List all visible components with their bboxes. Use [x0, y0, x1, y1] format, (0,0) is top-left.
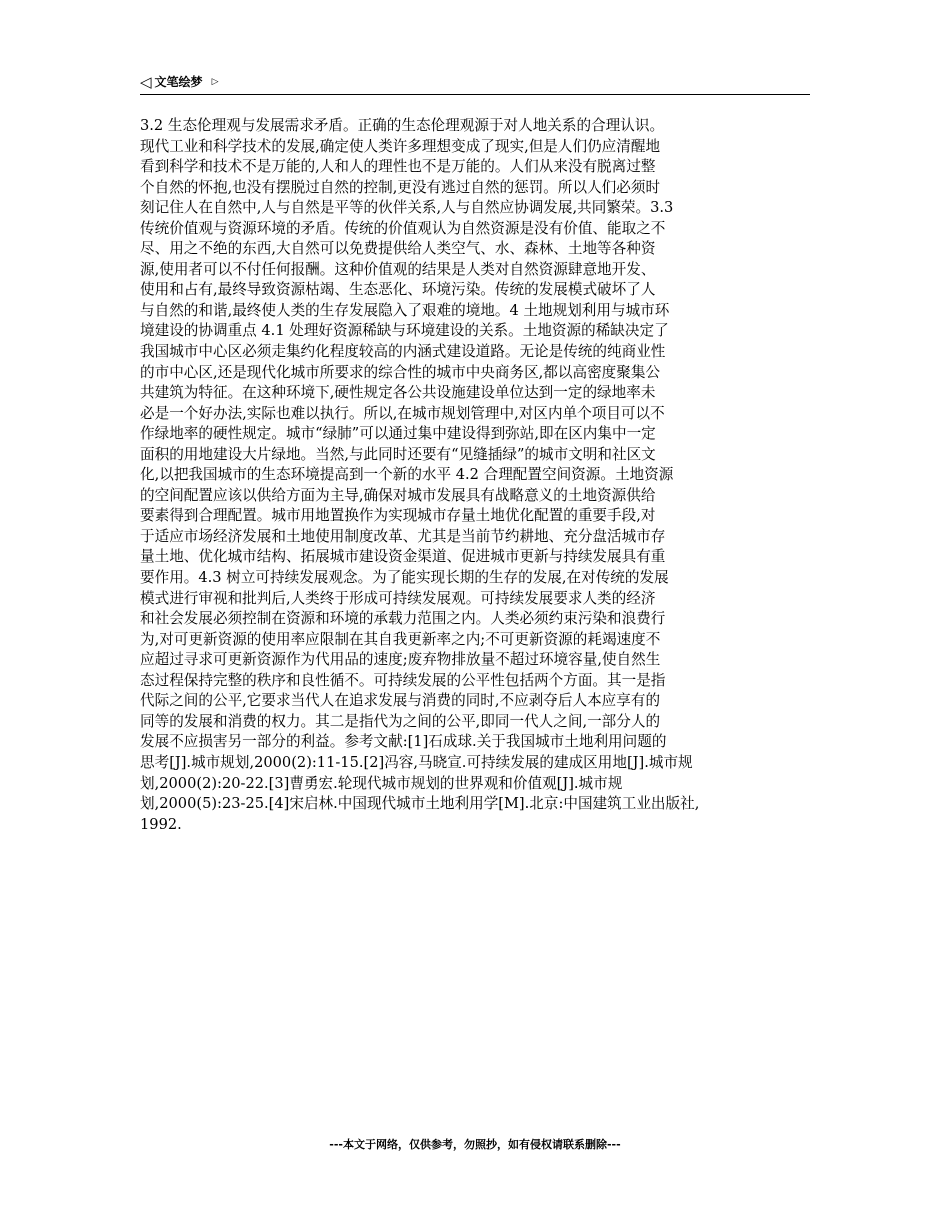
article-line: 态过程保持完整的秩序和良性循不。可持续发展的公平性包括两个方面。其一是指 [140, 671, 666, 689]
article-line: 要素得到合理配置。城市用地置换作为实现城市存量土地优化配置的重要手段,对 [140, 507, 656, 525]
article-line: 现代工业和科学技术的发展,确定使人类许多理想变成了现实,但是人们仍应清醒地 [140, 137, 661, 155]
article-line: 应超过寻求可更新资源作为代用品的速度;废弃物排放量不超过环境容量,使自然生 [140, 651, 661, 669]
article-line: 必是一个好办法,实际也难以执行。所以,在城市规划管理中,对区内单个项目可以不 [140, 404, 665, 422]
article-line: 传统价值观与资源环境的矛盾。传统的价值观认为自然资源是没有价值、能取之不 [140, 219, 666, 237]
article-line: 刻记住人在自然中,人与自然是平等的伙伴关系,人与自然应协调发展,共同繁荣。3.3 [140, 199, 674, 217]
article-line: 我国城市中心区必须走集约化程度较高的内涵式建设道路。无论是传统的纯商业性 [140, 343, 666, 361]
article-line: 作绿地率的硬性规定。城市“绿肺”可以通过集中建设得到弥站,即在区内集中一定 [140, 425, 656, 443]
article-line: 的空间配置应该以供给方面为主导,确保对城市发展具有战略意义的土地资源供给 [140, 486, 656, 504]
article-line: 代际之间的公平,它要求当代人在追求发展与消费的同时,不应剥夺后人本应享有的 [140, 692, 661, 710]
article-line: 于适应市场经济发展和土地使用制度改革、尤其是当前节约耕地、充分盘活城市存 [140, 527, 666, 545]
article-line: 和社会发展必须控制在资源和环境的承载力范围之内。人类必须约束污染和浪费行 [140, 610, 666, 628]
article-line: 思考[J].城市规划,2000(2):11-15.[2]冯容,马晓宣.可持续发展的建成区用地[J].城市规 [140, 753, 693, 771]
article-line: 共建筑为特征。在这种环境下,硬性规定各公共设施建设单位达到一定的绿地率未 [140, 384, 656, 402]
footer-notice: ---本文于网络，仅供参考，勿照抄，如有侵权请联系删除--- [329, 1138, 621, 1151]
article-line: 划,2000(5):23-25.[4]宋启林.中国现代城市土地利用学[M].北京:中国建筑工业出版社, [140, 795, 700, 813]
article-line: 个自然的怀抱,也没有摆脱过自然的控制,更没有逃过自然的惩罚。所以人们必须时 [140, 178, 661, 196]
article-line: 同等的发展和消费的权力。其二是指代为之间的公平,即同一代人之间,一部分人的 [140, 712, 661, 730]
article-line: 量土地、优化城市结构、拓展城市建设资金渠道、促进城市更新与持续发展具有重 [140, 548, 666, 566]
article-line: 为,对可更新资源的使用率应限制在其自我更新率之内;不可更新资源的耗竭速度不 [140, 630, 661, 648]
triangle-right-icon: ▷ [211, 77, 219, 87]
article-line: 划,2000(2):20-22.[3]曹勇宏.轮现代城市规划的世界观和价值观[J].城市规 [140, 774, 623, 792]
article-line: 化,以把我国城市的生态环境提高到一个新的水平 4.2 合理配置空间资源。土地资源 [140, 466, 674, 484]
article-line: 的市中心区,还是现代化城市所要求的综合性的城市中央商务区,都以高密度聚集公 [140, 363, 661, 381]
article-line: 3.2 生态伦理观与发展需求矛盾。正确的生态伦理观源于对人地关系的合理认识。 [140, 117, 665, 134]
article-line: 使用和占有,最终导致资源枯竭、生态恶化、环境污染。传统的发展模式破坏了人 [140, 281, 656, 299]
article-line: 尽、用之不绝的东西,大自然可以免费提供给人类空气、水、森林、土地等各种资 [140, 240, 656, 258]
article-line: 模式进行审视和批判后,人类终于形成可持续发展观。可持续发展要求人类的经济 [140, 589, 656, 607]
article-body [140, 116, 812, 835]
page-header [140, 72, 810, 95]
article-line: 与自然的和谐,最终使人类的生存发展隐入了艰难的境地。4 土地规划利用与城市环 [140, 301, 670, 319]
article-line: 要作用。4.3 树立可持续发展观念。为了能实现长期的生存的发展,在对传统的发展 [140, 569, 669, 587]
article-line: 源,使用者可以不付任何报酬。这种价值观的结果是人类对自然资源肆意地开发、 [140, 260, 656, 278]
article-line: 境建设的协调重点 4.1 处理好资源稀缺与环境建设的关系。土地资源的稀缺决定了 [140, 322, 669, 340]
article-line: 1992. [140, 815, 182, 833]
article-line: 发展不应损害另一部分的利益。参考文献:[1]石成球.关于我国城市土地利用问题的 [140, 733, 667, 751]
article-line: 看到科学和技术不是万能的,人和人的理性也不是万能的。人们从来没有脱离过整 [140, 158, 656, 176]
article-line: 面积的用地建设大片绿地。当然,与此同时还要有“见缝插绿”的城市文明和社区文 [140, 445, 656, 463]
header-title: 文笔绘梦 [154, 75, 203, 89]
triangle-left-icon: ◁ [140, 73, 152, 91]
